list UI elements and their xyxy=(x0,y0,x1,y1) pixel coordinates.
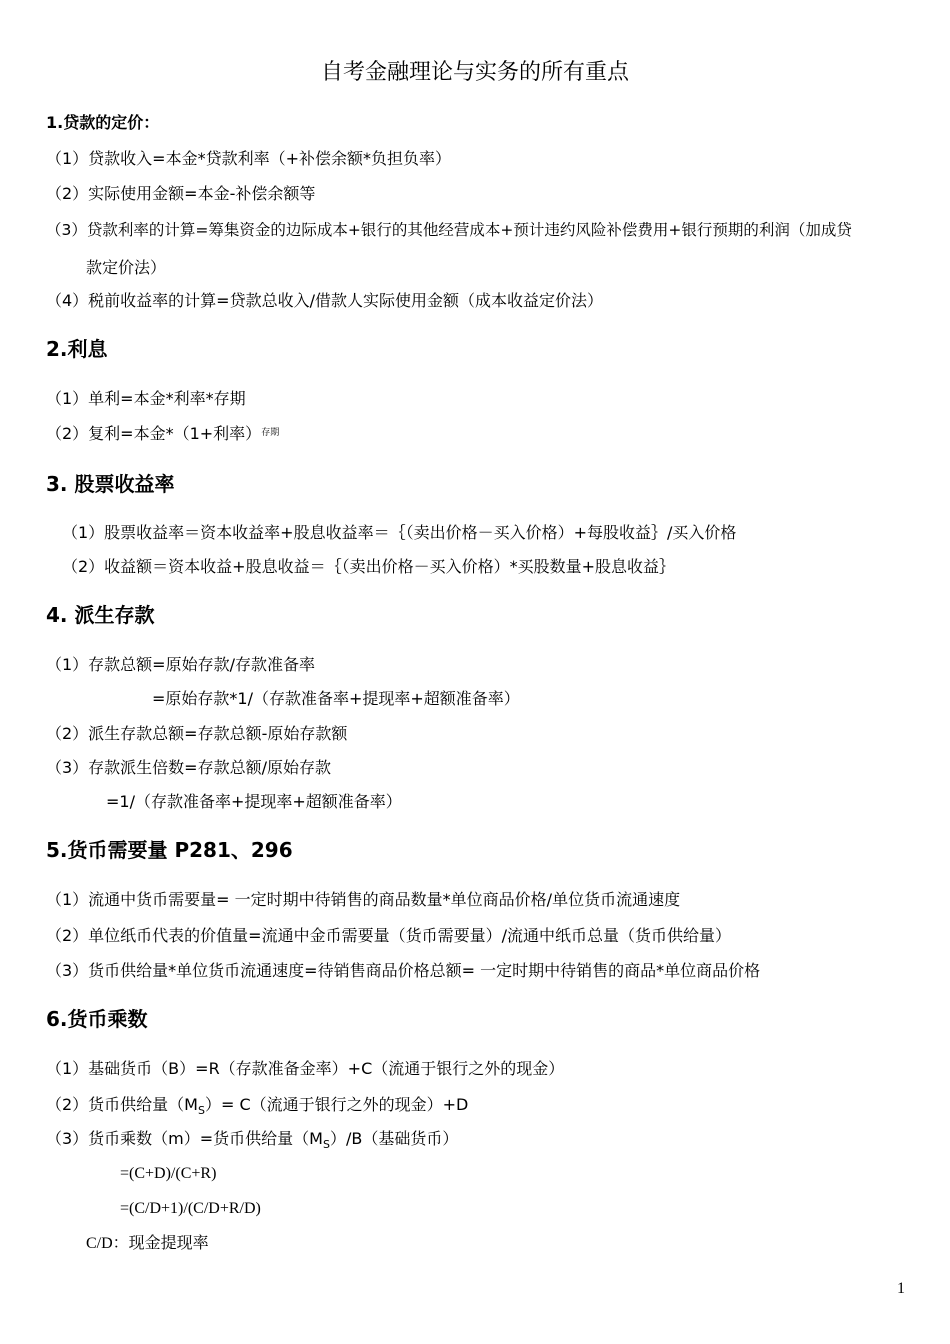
s4-line-2: （2）派生存款总额=存款总额-原始存款额 xyxy=(46,724,348,743)
document-title: 自考金融理论与实务的所有重点 xyxy=(320,60,629,85)
s6-line-6: C/D：现金提现率 xyxy=(86,1235,209,1252)
s5-line-2: （2）单位纸币代表的价值量=流通中金币需要量（货币需要量）/流通中纸币总量（货币供给量） xyxy=(46,926,731,945)
exponent-label: 存期 xyxy=(261,428,280,438)
s1-line-3a: （3）贷款利率的计算=筹集资金的边际成本+银行的其他经营成本+预计违约风险补偿费用+银行预期的利润（加成贷 xyxy=(46,221,852,239)
s6-line-2: （2）货币供给量$(M_S)= C$（流通于银行之外的现金）+D xyxy=(46,1095,469,1118)
s3-line-2: （2）收益额＝资本收益+股息收益＝｛（卖出价格－买入价格）*买股数量+股息收益｝ xyxy=(62,557,675,576)
s2-line-2: （2）复利=本金*（1+利率）$^{存期}$ xyxy=(46,424,280,443)
section-6-heading: 6.货币乘数 xyxy=(46,1007,148,1031)
s1-line-2: （2）实际使用金额=本金-补偿余额等 xyxy=(46,184,316,203)
subscript-s: S xyxy=(322,1138,330,1152)
s6-line-3: （3）货币乘数（m）=货币供给量$(M_S)/B$（基础货币） xyxy=(46,1129,459,1152)
s6-line-5: =(C/D+1)/(C/D+R/D) xyxy=(120,1200,261,1217)
section-3-heading: 3. 股票收益率 xyxy=(46,472,175,496)
s3-line-1: （1）股票收益率＝资本收益率+股息收益率＝｛（卖出价格－买入价格）+每股收益｝/买入价格 xyxy=(62,523,737,542)
section-4-heading: 4. 派生存款 xyxy=(46,603,155,627)
s5-line-3: （3）货币供给量*单位货币流通速度=待销售商品价格总额= 一定时期中待销售的商品*单位商品价格 xyxy=(46,961,761,980)
s5-line-1: （1）流通中货币需要量= 一定时期中待销售的商品数量*单位商品价格/单位货币流通速度 xyxy=(46,890,681,909)
s4-line-1: （1）存款总额=原始存款/存款准备率 xyxy=(46,655,315,674)
s2-line-1: （1）单利=本金*利率*存期 xyxy=(46,389,246,408)
page-number: 1 xyxy=(897,1280,905,1297)
s4-line-3b: =1/（存款准备率+提现率+超额准备率） xyxy=(106,792,402,811)
s4-line-1b: =原始存款*1/（存款准备率+提现率+超额准备率） xyxy=(152,689,520,708)
section-2-heading: 2.利息 xyxy=(46,337,108,361)
s4-line-3: （3）存款派生倍数=存款总额/原始存款 xyxy=(46,758,331,777)
s1-line-4: （4）税前收益率的计算=贷款总收入/借款人实际使用金额（成本收益定价法） xyxy=(46,291,603,310)
subscript-s: S xyxy=(198,1104,205,1118)
s6-line-4: =(C+D)/(C+R) xyxy=(120,1165,217,1182)
s6-line-1: （1）基础货币（B）=R（存款准备金率）+C（流通于银行之外的现金） xyxy=(46,1059,565,1078)
section-5-heading: 5.货币需要量 P281、296 xyxy=(46,838,293,862)
section-1-heading: 1.贷款的定价： xyxy=(46,113,160,132)
s1-line-3b: 款定价法） xyxy=(86,258,167,277)
s1-line-1: （1）贷款收入=本金*贷款利率（+补偿余额*负担负率） xyxy=(46,149,451,168)
